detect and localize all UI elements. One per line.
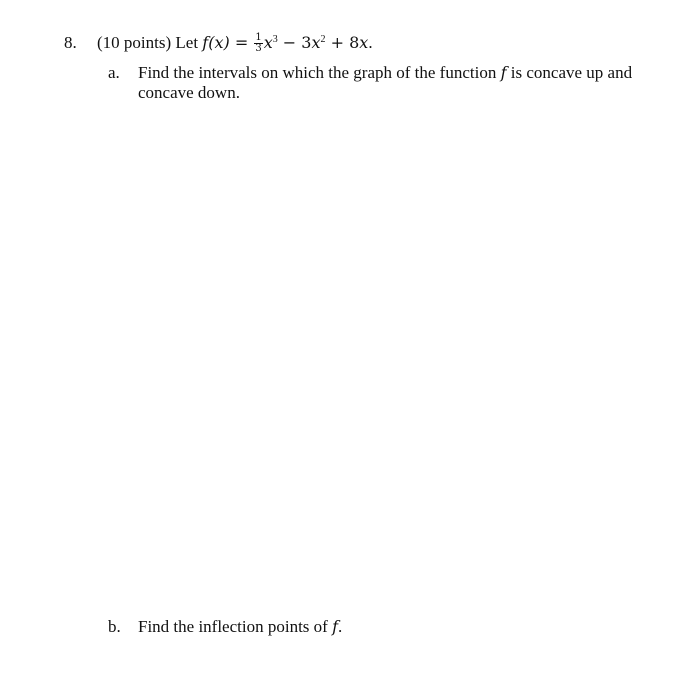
question-number: 8. bbox=[64, 33, 77, 52]
question-points: (10 points) bbox=[97, 33, 172, 52]
minus-term: − 3 bbox=[277, 33, 312, 52]
term1-exponent: 3 bbox=[272, 34, 278, 45]
part-a-function: f bbox=[500, 63, 507, 82]
part-a-text-before: Find the intervals on which the graph of the function bbox=[138, 63, 497, 82]
function-variable: (x) bbox=[208, 33, 230, 52]
part-b-function: f bbox=[332, 617, 338, 636]
plus-term: + 8 bbox=[325, 33, 360, 52]
term3: x bbox=[359, 33, 369, 52]
fraction-denominator: 3 bbox=[255, 42, 262, 54]
part-a-label: a. bbox=[108, 63, 120, 82]
part-a-prompt bbox=[138, 63, 638, 103]
fraction-numerator: 1 bbox=[255, 31, 262, 43]
statement-period: . bbox=[368, 33, 373, 52]
question-intro: Let bbox=[175, 33, 199, 52]
term1-base: x bbox=[263, 33, 273, 52]
question-statement bbox=[97, 33, 373, 55]
part-b-text-before: Find the inflection points of bbox=[138, 617, 328, 636]
fraction-one-third bbox=[254, 33, 262, 54]
part-b-period: . bbox=[338, 617, 343, 636]
term2-base: x bbox=[311, 33, 321, 52]
function-name: f bbox=[202, 33, 209, 52]
term2-exponent: 2 bbox=[320, 34, 326, 45]
equals-sign: = bbox=[229, 33, 254, 52]
part-a-text-after: is concave up and concave down. bbox=[138, 63, 633, 102]
part-b-label: b. bbox=[108, 617, 121, 636]
part-b-prompt bbox=[138, 617, 638, 637]
